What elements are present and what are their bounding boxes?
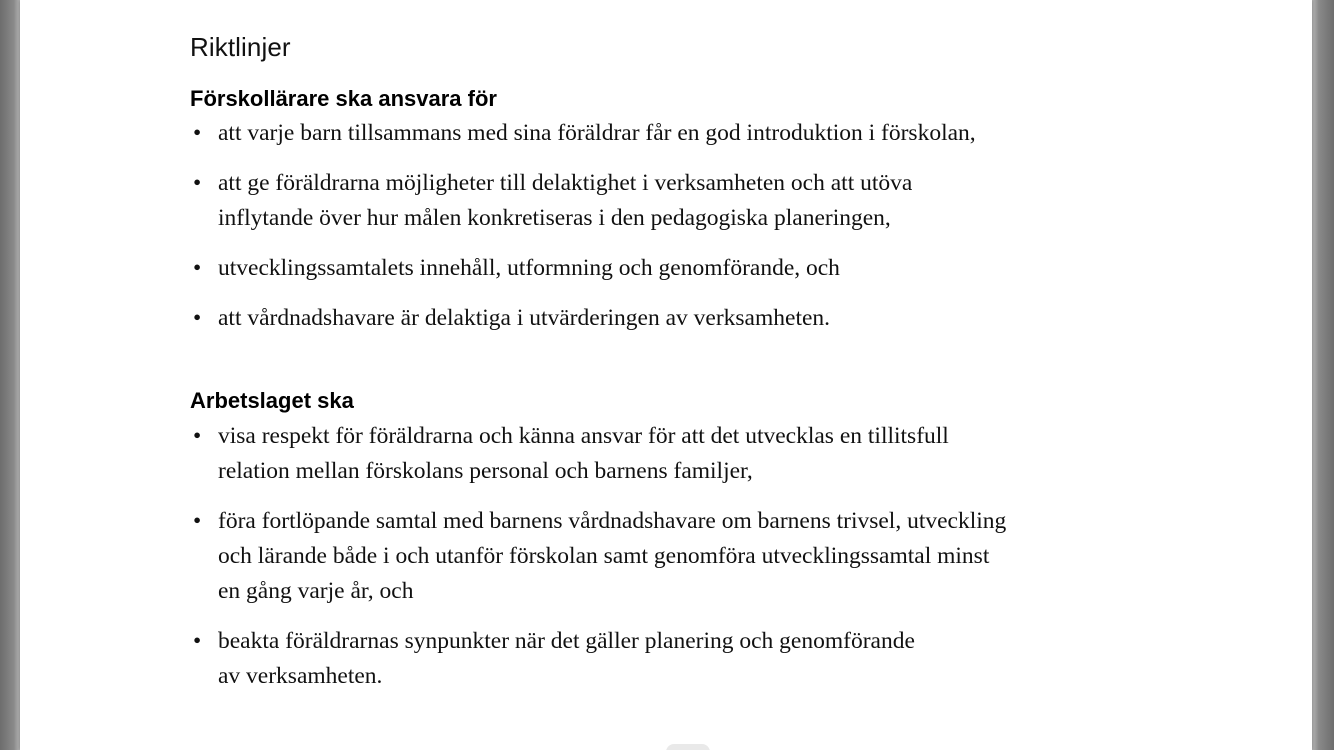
list-item-text: relation mellan förskolans personal och barnens familjer, bbox=[218, 458, 753, 484]
list-item-text: av verksamheten. bbox=[218, 663, 383, 689]
heading-forskollarare: Förskollärare ska ansvara för bbox=[190, 86, 497, 111]
bullet-icon: • bbox=[193, 170, 202, 196]
list-item-text: att ge föräldrarna möjligheter till delaktighet i verksamheten och att utöva bbox=[218, 170, 913, 196]
list-item-text: att varje barn tillsammans med sina föräldrar får en god introduktion i förskolan, bbox=[218, 120, 976, 146]
list-item-text: visa respekt för föräldrarna och känna ansvar för att det utvecklas en tillitsfull bbox=[218, 423, 949, 449]
bullet-icon: • bbox=[193, 423, 202, 449]
list-item bbox=[190, 166, 976, 236]
list-item bbox=[190, 301, 976, 336]
bullet-icon: • bbox=[193, 628, 202, 654]
viewer-left-edge bbox=[0, 0, 20, 750]
list-item-text: en gång varje år, och bbox=[218, 578, 414, 604]
bullet-icon: • bbox=[193, 120, 202, 146]
list-item bbox=[190, 624, 1006, 694]
list-item-text: inflytande över hur målen konkretiseras i den pedagogiska planeringen, bbox=[218, 205, 891, 231]
bullet-icon: • bbox=[193, 255, 202, 281]
page-scroll-indicator bbox=[666, 744, 710, 750]
list-item-text: att vårdnadshavare är delaktiga i utvärderingen av verksamheten. bbox=[218, 305, 831, 331]
list-item bbox=[190, 419, 1006, 489]
list-item bbox=[190, 251, 976, 286]
heading-arbetslaget: Arbetslaget ska bbox=[190, 388, 354, 413]
list-item-text: beakta föräldrarnas synpunkter när det gäller planering och genomförande bbox=[218, 628, 915, 654]
list-item bbox=[190, 116, 976, 151]
bullet-list-arbetslaget bbox=[190, 419, 1006, 709]
viewer-right-edge bbox=[1312, 0, 1334, 750]
document-page[interactable] bbox=[20, 0, 1312, 750]
bullet-list-forskollarare bbox=[190, 116, 976, 351]
bullet-icon: • bbox=[193, 305, 202, 331]
list-item-text: och lärande både i och utanför förskolan samt genomföra utvecklingssamtal minst bbox=[218, 543, 990, 569]
list-item bbox=[190, 504, 1006, 609]
list-item-text: utvecklingssamtalets innehåll, utformning och genomförande, och bbox=[218, 255, 840, 281]
list-item-text: föra fortlöpande samtal med barnens vårdnadshavare om barnens trivsel, utveckling bbox=[218, 508, 1007, 534]
section-title: Riktlinjer bbox=[190, 32, 291, 62]
bullet-icon: • bbox=[193, 508, 202, 534]
